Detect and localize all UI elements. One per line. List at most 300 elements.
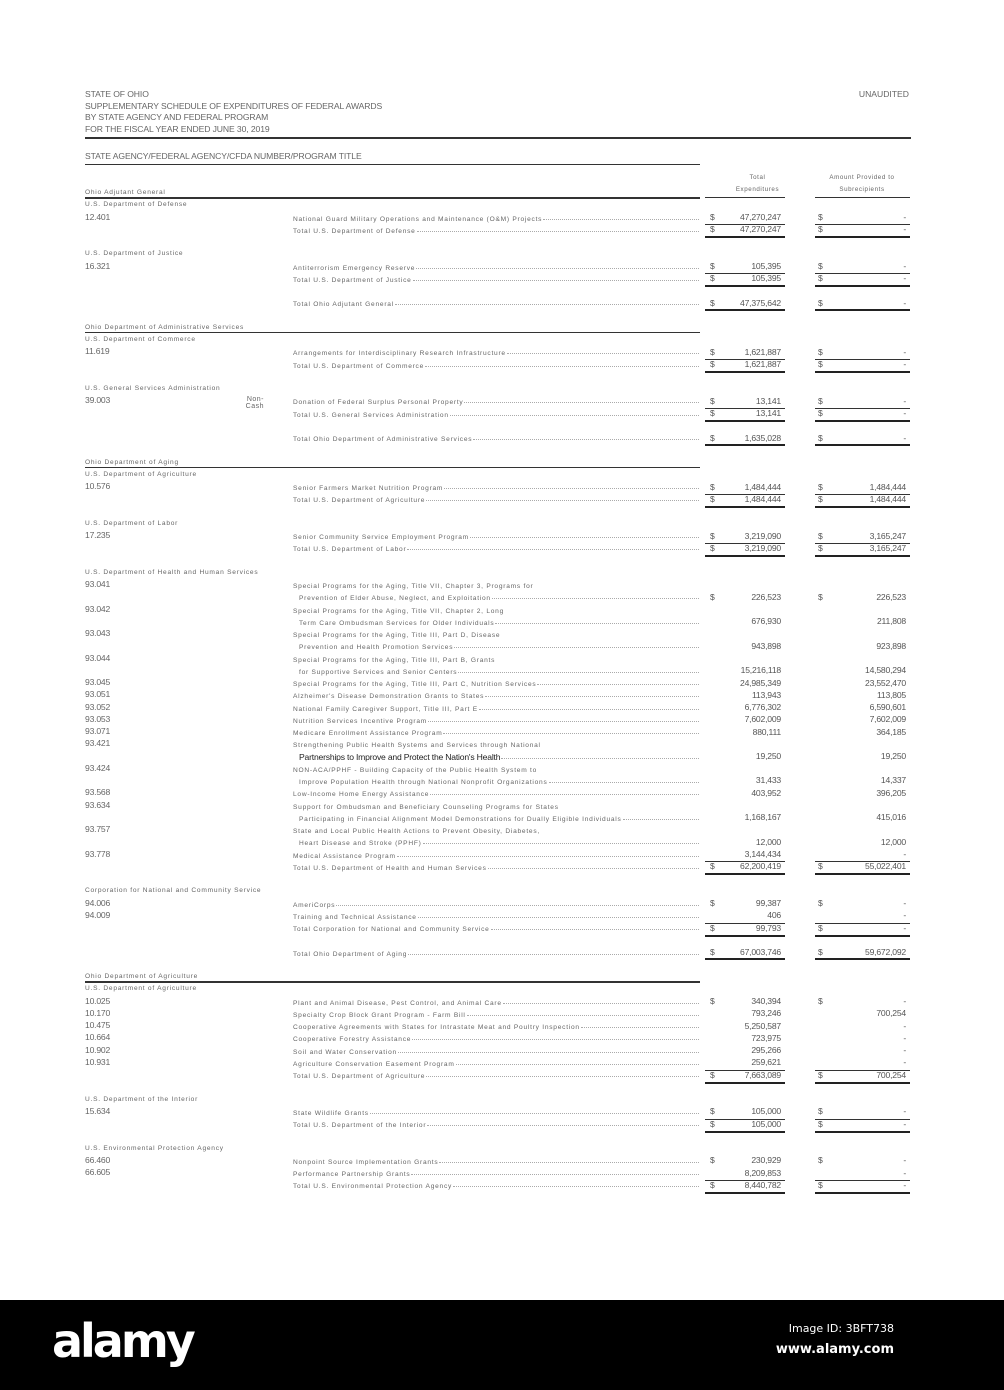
program-title-line1: Special Programs for the Aging, Title III, Part D, Disease xyxy=(293,632,501,639)
program-title-text: for Supportive Services and Senior Centers xyxy=(299,668,458,676)
dollar-sign: $ xyxy=(710,1106,715,1117)
blank-row xyxy=(0,1129,1004,1141)
program-row xyxy=(0,737,1004,762)
amount-to-subrecipients: 12,000 xyxy=(880,836,906,847)
federal-agency-name: U.S. Department of Agriculture xyxy=(85,985,197,993)
dot-leader xyxy=(397,855,699,857)
program-title xyxy=(293,848,699,860)
blank-row xyxy=(0,505,1004,517)
dollar-sign: $ xyxy=(818,481,823,492)
dot-leader xyxy=(413,279,699,281)
total-expenditures: 793,246 xyxy=(751,1008,781,1019)
program-title-text: National Family Caregiver Support, Title III, Part E xyxy=(293,705,478,713)
cfda-number: 94.009 xyxy=(85,909,111,920)
program-title-text: Specialty Crop Block Grant Program - Farm Bill xyxy=(293,1011,466,1019)
dollar-sign: $ xyxy=(818,395,823,406)
program-title-text: Special Programs for the Aging, Title III, Part C, Nutrition Services xyxy=(293,681,537,688)
total-expenditures: 259,621 xyxy=(751,1057,781,1068)
amount-to-subrecipients: 59,672,092 xyxy=(864,947,906,957)
amount-to-subrecipients: 396,205 xyxy=(876,787,906,798)
program-title-text: Nutrition Services Incentive Program xyxy=(293,717,428,725)
amount-to-subrecipients: - xyxy=(903,261,906,271)
total-expenditures: 295,266 xyxy=(751,1045,781,1055)
dollar-sign: $ xyxy=(710,273,715,284)
column-title-underline xyxy=(85,164,700,165)
amount-to-subrecipients: - xyxy=(903,1106,906,1117)
state-agency-name: Ohio Department of Administrative Services xyxy=(85,323,245,331)
dot-leader xyxy=(426,499,699,501)
fed-row xyxy=(0,982,1004,994)
program-title-text: Total U.S. Department of Labor xyxy=(293,546,407,554)
total-row xyxy=(0,223,1004,235)
header-line-state: STATE OF OHIO xyxy=(85,89,149,99)
program-row xyxy=(0,345,1004,357)
dollar-sign: $ xyxy=(710,481,715,492)
program-title xyxy=(293,431,699,443)
cfda-number: 93.043 xyxy=(85,628,111,638)
blank-row xyxy=(0,554,1004,566)
amount-to-subrecipients: 700,254 xyxy=(876,1069,906,1080)
fed-row xyxy=(0,198,1004,210)
dot-leader xyxy=(423,842,699,844)
total-expenditures: 403,952 xyxy=(751,787,781,798)
dollar-sign: $ xyxy=(710,359,715,369)
federal-agency-name: U.S. Department of Agriculture xyxy=(85,470,197,478)
state-agency-name: Ohio Department of Agriculture xyxy=(85,973,199,980)
program-title xyxy=(293,995,699,1007)
program-row xyxy=(0,1056,1004,1068)
amount-to-subrecipients: 923,898 xyxy=(876,640,906,651)
cfda-number: 16.321 xyxy=(85,260,111,271)
total-expenditures: 12,000 xyxy=(755,836,781,847)
alamy-logo: alamy xyxy=(52,1314,193,1368)
fed-row xyxy=(0,884,1004,896)
total-row xyxy=(0,1068,1004,1080)
cfda-number: 10.902 xyxy=(85,1044,111,1055)
dot-leader xyxy=(427,1124,699,1126)
total-expenditures: 105,395 xyxy=(751,261,781,271)
dollar-sign: $ xyxy=(710,530,715,541)
header-line-fiscal-year: FOR THE FISCAL YEAR ENDED JUNE 30, 2019 xyxy=(85,123,270,134)
program-title-text: Medicare Enrollment Assistance Program xyxy=(293,730,443,737)
dot-leader xyxy=(492,597,699,599)
total-row xyxy=(0,860,1004,872)
cfda-number: 66.605 xyxy=(85,1167,111,1177)
amount-to-subrecipients: - xyxy=(903,224,906,235)
program-title-text: Improve Population Health through National Nonprofit Organizations xyxy=(299,779,548,786)
dollar-sign: $ xyxy=(710,212,715,222)
program-title-text: Performance Partnership Grants xyxy=(293,1171,411,1178)
program-title xyxy=(299,590,699,602)
total-expenditures: 113,943 xyxy=(751,689,781,700)
total-row xyxy=(0,272,1004,284)
program-title-text: Total Corporation for National and Community Service xyxy=(293,926,490,933)
program-row xyxy=(0,627,1004,652)
dollar-sign: $ xyxy=(710,1179,715,1190)
program-title-text: Cooperative Agreements with States for Intrastate Meat and Poultry Inspection xyxy=(293,1024,580,1031)
dot-leader xyxy=(453,1185,699,1187)
watermark-bar xyxy=(0,1300,1004,1390)
amount-to-subrecipients: 14,580,294 xyxy=(864,665,906,675)
total-expenditures: 105,000 xyxy=(751,1106,781,1117)
program-title xyxy=(299,811,699,823)
blank-row xyxy=(0,284,1004,296)
program-title xyxy=(293,1068,699,1080)
dot-leader xyxy=(412,1038,699,1040)
dot-leader xyxy=(411,1173,699,1175)
col-header-exp-line1: Total xyxy=(749,174,766,181)
dot-leader xyxy=(503,1002,699,1004)
program-title xyxy=(293,1178,699,1190)
program-title xyxy=(293,786,699,798)
amount-to-subrecipients: 415,016 xyxy=(876,812,906,822)
program-row xyxy=(0,652,1004,677)
program-row xyxy=(0,701,1004,713)
dot-leader xyxy=(458,671,699,673)
total-expenditures: 3,219,090 xyxy=(744,542,781,553)
total-expenditures: 676,930 xyxy=(751,616,781,626)
dollar-sign: $ xyxy=(818,359,823,369)
program-title xyxy=(293,358,699,370)
program-title-text: Medical Assistance Program xyxy=(293,852,396,860)
blank-row xyxy=(0,370,1004,382)
program-title-text: Cooperative Forestry Assistance xyxy=(293,1036,412,1044)
program-title-text: National Guard Military Operations and Maintenance (O&M) Projects xyxy=(293,215,543,223)
dot-leader xyxy=(418,916,699,918)
program-title xyxy=(293,921,699,933)
amount-to-subrecipients: - xyxy=(903,1032,906,1043)
dollar-sign: $ xyxy=(710,297,715,308)
program-row xyxy=(0,713,1004,725)
program-title-text: Nonpoint Source Implementation Grants xyxy=(293,1158,439,1166)
total-expenditures: 47,375,642 xyxy=(739,297,781,308)
program-title-text: Total U.S. Department of Agriculture xyxy=(293,497,426,505)
amount-to-subrecipients: 1,484,444 xyxy=(869,481,906,492)
program-title xyxy=(293,701,699,713)
total-expenditures: 1,621,887 xyxy=(744,359,781,369)
dollar-sign: $ xyxy=(710,395,715,406)
blank-row xyxy=(0,933,1004,945)
program-title xyxy=(293,578,699,590)
program-title xyxy=(293,1019,699,1031)
total-row xyxy=(0,358,1004,370)
agency-row xyxy=(0,186,1004,198)
dollar-sign: $ xyxy=(710,346,715,357)
federal-agency-name: U.S. Department of Labor xyxy=(85,519,179,527)
program-title-line1: Strengthening Public Health Systems and Services through National xyxy=(293,742,541,750)
program-title xyxy=(293,725,699,737)
cfda-number: 11.619 xyxy=(85,346,110,357)
dollar-sign: $ xyxy=(710,947,715,957)
program-row xyxy=(0,1044,1004,1056)
dot-leader xyxy=(336,904,699,906)
dollar-sign: $ xyxy=(710,1118,715,1129)
dollar-sign: $ xyxy=(818,947,823,957)
program-title xyxy=(293,1154,699,1166)
federal-agency-name: U.S. Department of Health and Human Services xyxy=(85,568,259,576)
total-expenditures: 15,216,118 xyxy=(740,665,781,675)
total-expenditures: 1,484,444 xyxy=(744,481,781,492)
fed-row xyxy=(0,517,1004,529)
dot-leader xyxy=(443,732,699,734)
column-title: STATE AGENCY/FEDERAL AGENCY/CFDA NUMBER/PROGRAM TITLE xyxy=(85,151,362,161)
blank-row xyxy=(0,1080,1004,1092)
blank-row xyxy=(0,235,1004,247)
dollar-sign: $ xyxy=(818,1069,823,1080)
total-row xyxy=(0,1178,1004,1190)
total-expenditures: 19,250 xyxy=(755,750,781,761)
amount-to-subrecipients: 7,602,009 xyxy=(869,714,906,725)
program-title-text: Total Ohio Adjutant General xyxy=(293,301,394,309)
dollar-sign: $ xyxy=(818,1118,823,1129)
program-title xyxy=(293,260,699,272)
dollar-sign: $ xyxy=(710,408,715,418)
total-row xyxy=(0,541,1004,553)
amount-to-subrecipients: - xyxy=(903,1155,906,1166)
amount-to-subrecipients: - xyxy=(903,1118,906,1129)
program-title xyxy=(293,223,699,235)
dot-leader xyxy=(407,548,699,550)
total-expenditures: 7,602,009 xyxy=(744,714,781,725)
dollar-sign: $ xyxy=(818,1155,823,1166)
program-row xyxy=(0,211,1004,223)
dollar-sign: $ xyxy=(818,408,823,418)
program-title xyxy=(293,860,699,872)
amount-to-subrecipients: - xyxy=(903,849,906,859)
dollar-sign: $ xyxy=(818,273,823,284)
dot-leader xyxy=(507,352,699,354)
dollar-sign: $ xyxy=(710,493,715,504)
federal-agency-name: U.S. Department of the Interior xyxy=(85,1095,199,1103)
amount-to-subrecipients: - xyxy=(903,1167,906,1178)
amount-to-subrecipients: - xyxy=(903,1057,906,1068)
cfda-number: 12.401 xyxy=(85,211,111,222)
program-row xyxy=(0,1019,1004,1031)
program-title xyxy=(293,1031,699,1043)
dollar-sign: $ xyxy=(818,861,823,872)
blank-row xyxy=(0,958,1004,970)
program-row xyxy=(0,480,1004,492)
total-expenditures: 3,219,090 xyxy=(744,530,781,541)
total-expenditures: 230,929 xyxy=(751,1155,781,1166)
fed-row xyxy=(0,333,1004,345)
blank-row xyxy=(0,872,1004,884)
dollar-sign: $ xyxy=(710,1155,715,1166)
dollar-sign: $ xyxy=(710,996,715,1006)
dot-leader xyxy=(450,414,699,416)
fed-row xyxy=(0,468,1004,480)
dot-leader xyxy=(470,536,699,538)
program-title-text: Agriculture Conservation Easement Program xyxy=(293,1060,455,1068)
state-agency-name: Ohio Department of Aging xyxy=(85,458,179,466)
amount-to-subrecipients: - xyxy=(903,395,906,406)
federal-agency-name: Corporation for National and Community Service xyxy=(85,887,262,895)
dot-leader xyxy=(479,708,699,710)
program-row xyxy=(0,1031,1004,1043)
dot-leader xyxy=(398,1051,699,1053)
agency-row xyxy=(0,970,1004,982)
amount-to-subrecipients: - xyxy=(903,212,906,222)
program-row xyxy=(0,762,1004,787)
amount-to-subrecipients: - xyxy=(903,922,906,933)
program-title-text: Prevention of Elder Abuse, Neglect, and Exploitation xyxy=(299,595,491,603)
dollar-sign: $ xyxy=(710,261,715,271)
dollar-sign: $ xyxy=(818,530,823,541)
cfda-number: 10.170 xyxy=(85,1007,111,1018)
program-title-line1: State and Local Public Health Actions to Prevent Obesity, Diabetes, xyxy=(293,828,540,835)
dollar-sign: $ xyxy=(818,898,823,908)
col-header-sub-line2: Subrecipients xyxy=(839,186,885,193)
dollar-sign: $ xyxy=(818,261,823,271)
amount-to-subrecipients: - xyxy=(903,996,906,1006)
program-title-text: Total U.S. Department of the Interior xyxy=(293,1122,427,1129)
program-title-text: AmeriCorps xyxy=(293,901,336,909)
program-row xyxy=(0,394,1004,411)
dollar-sign: $ xyxy=(818,432,823,443)
dollar-sign: $ xyxy=(710,591,715,602)
program-title-line1: NON-ACA/PPHF - Building Capacity of the Public Health System to xyxy=(293,766,538,774)
dot-leader xyxy=(425,365,699,367)
program-title xyxy=(293,603,699,615)
dollar-sign: $ xyxy=(818,493,823,504)
cfda-number: 10.475 xyxy=(85,1020,111,1030)
program-note: Non-Cash xyxy=(245,396,264,411)
amount-to-subrecipients: - xyxy=(903,408,906,418)
program-title xyxy=(299,835,699,847)
program-title xyxy=(299,750,699,762)
program-row xyxy=(0,529,1004,541)
cfda-number: 93.778 xyxy=(85,848,111,859)
cfda-number: 17.235 xyxy=(85,530,111,540)
blank-row xyxy=(0,443,1004,455)
amount-to-subrecipients: 23,552,470 xyxy=(864,677,906,688)
dot-leader xyxy=(495,622,699,624)
dot-leader xyxy=(416,267,699,269)
program-title-text: Senior Farmers Market Nutrition Program xyxy=(293,485,444,492)
amount-to-subrecipients: 211,808 xyxy=(876,616,906,626)
amount-to-subrecipients: - xyxy=(903,910,906,921)
program-title xyxy=(293,946,699,958)
amount-to-subrecipients: 14,337 xyxy=(880,775,906,786)
unaudited-label: UNAUDITED xyxy=(858,89,909,99)
program-title xyxy=(293,1056,699,1068)
program-title-text: Total Ohio Department of Administrative Services xyxy=(293,436,473,443)
program-title xyxy=(293,762,699,774)
program-title-line1: Special Programs for the Aging, Title VII, Chapter 2, Long xyxy=(293,607,504,615)
amount-to-subrecipients: - xyxy=(903,898,906,908)
amount-to-subrecipients: 700,254 xyxy=(876,1008,906,1019)
dollar-sign: $ xyxy=(710,224,715,235)
agency-row xyxy=(0,321,1004,333)
total-expenditures: 3,144,434 xyxy=(744,849,781,859)
total-expenditures: 105,395 xyxy=(751,273,781,284)
amount-to-subrecipients: - xyxy=(903,1045,906,1055)
cfda-number: 10.664 xyxy=(85,1032,111,1043)
total-expenditures: 24,985,349 xyxy=(739,677,781,688)
dollar-sign: $ xyxy=(818,212,823,222)
total-expenditures: 6,776,302 xyxy=(744,702,781,712)
dollar-sign: $ xyxy=(710,898,715,908)
agency-row xyxy=(0,456,1004,468)
cfda-number: 93.052 xyxy=(85,701,111,712)
cfda-number: 39.003 xyxy=(85,395,111,406)
dot-leader xyxy=(426,1075,699,1077)
program-row xyxy=(0,1166,1004,1178)
program-title-text: Total U.S. Department of Commerce xyxy=(293,362,425,370)
dollar-sign: $ xyxy=(818,346,823,357)
amount-to-subrecipients: 364,185 xyxy=(876,726,906,737)
program-title-text: Participating in Financial Alignment Model Demonstrations for Dually Eligible Individuals xyxy=(299,815,622,823)
program-title-text: Arrangements for Interdisciplinary Research Infrastructure xyxy=(293,350,506,358)
amount-to-subrecipients: 3,165,247 xyxy=(869,542,906,553)
fed-row xyxy=(0,1142,1004,1154)
cfda-number: 15.634 xyxy=(85,1105,111,1116)
total-row xyxy=(0,407,1004,419)
program-title xyxy=(293,897,699,909)
program-title-text: Total Ohio Department of Aging xyxy=(293,950,408,958)
program-title xyxy=(293,529,699,541)
program-title xyxy=(293,296,699,308)
dollar-sign: $ xyxy=(818,1179,823,1190)
amount-to-subrecipients: - xyxy=(903,432,906,443)
watermark-url: www.alamy.com xyxy=(775,1342,894,1357)
program-title-text: Plant and Animal Disease, Pest Control, and Animal Care xyxy=(293,999,502,1007)
dot-leader xyxy=(473,438,699,440)
dollar-sign: $ xyxy=(710,542,715,553)
cfda-number: 93.042 xyxy=(85,603,111,614)
program-title-text: Prevention and Health Promotion Services xyxy=(299,644,454,652)
cfda-number: 93.634 xyxy=(85,799,111,810)
total-expenditures: 47,270,247 xyxy=(739,224,781,235)
program-title xyxy=(293,1044,699,1056)
program-row xyxy=(0,909,1004,921)
amount-to-subrecipients: - xyxy=(903,1020,906,1031)
dollar-sign: $ xyxy=(710,922,715,933)
program-title-text: Term Care Ombudsman Services for Older Individuals xyxy=(299,619,495,627)
program-title xyxy=(293,394,699,406)
amount-to-subrecipients: 226,523 xyxy=(876,591,906,602)
dollar-sign: $ xyxy=(818,297,823,308)
dollar-sign: $ xyxy=(818,224,823,235)
program-title xyxy=(299,615,699,627)
total-expenditures: 99,793 xyxy=(755,922,781,933)
grand-row xyxy=(0,296,1004,308)
program-title xyxy=(293,1105,699,1117)
cfda-number: 93.568 xyxy=(85,787,111,798)
schedule-body xyxy=(0,186,1004,1191)
program-title xyxy=(293,823,699,835)
program-title-text: Partnerships to Improve and Protect the Nation's Health xyxy=(299,751,501,762)
program-title xyxy=(299,774,699,786)
program-title xyxy=(293,1117,699,1129)
program-title xyxy=(293,737,699,749)
total-expenditures: 723,975 xyxy=(751,1032,781,1043)
cfda-number: 93.041 xyxy=(85,579,111,589)
program-title-text: Low-Income Home Energy Assistance xyxy=(293,791,430,799)
blank-row xyxy=(0,309,1004,321)
program-title-text: Total U.S. Department of Health and Human Services xyxy=(293,864,487,872)
total-row xyxy=(0,921,1004,933)
program-title-text: Senior Community Service Employment Program xyxy=(293,534,469,541)
fed-row xyxy=(0,566,1004,578)
program-title xyxy=(299,639,699,651)
amount-to-subrecipients: - xyxy=(903,273,906,284)
cfda-number: 10.576 xyxy=(85,481,111,491)
program-row xyxy=(0,1154,1004,1166)
total-expenditures: 8,209,853 xyxy=(744,1167,781,1178)
program-title-text: Heart Disease and Stroke (PPHF) xyxy=(299,840,422,848)
dot-leader xyxy=(581,1026,699,1028)
